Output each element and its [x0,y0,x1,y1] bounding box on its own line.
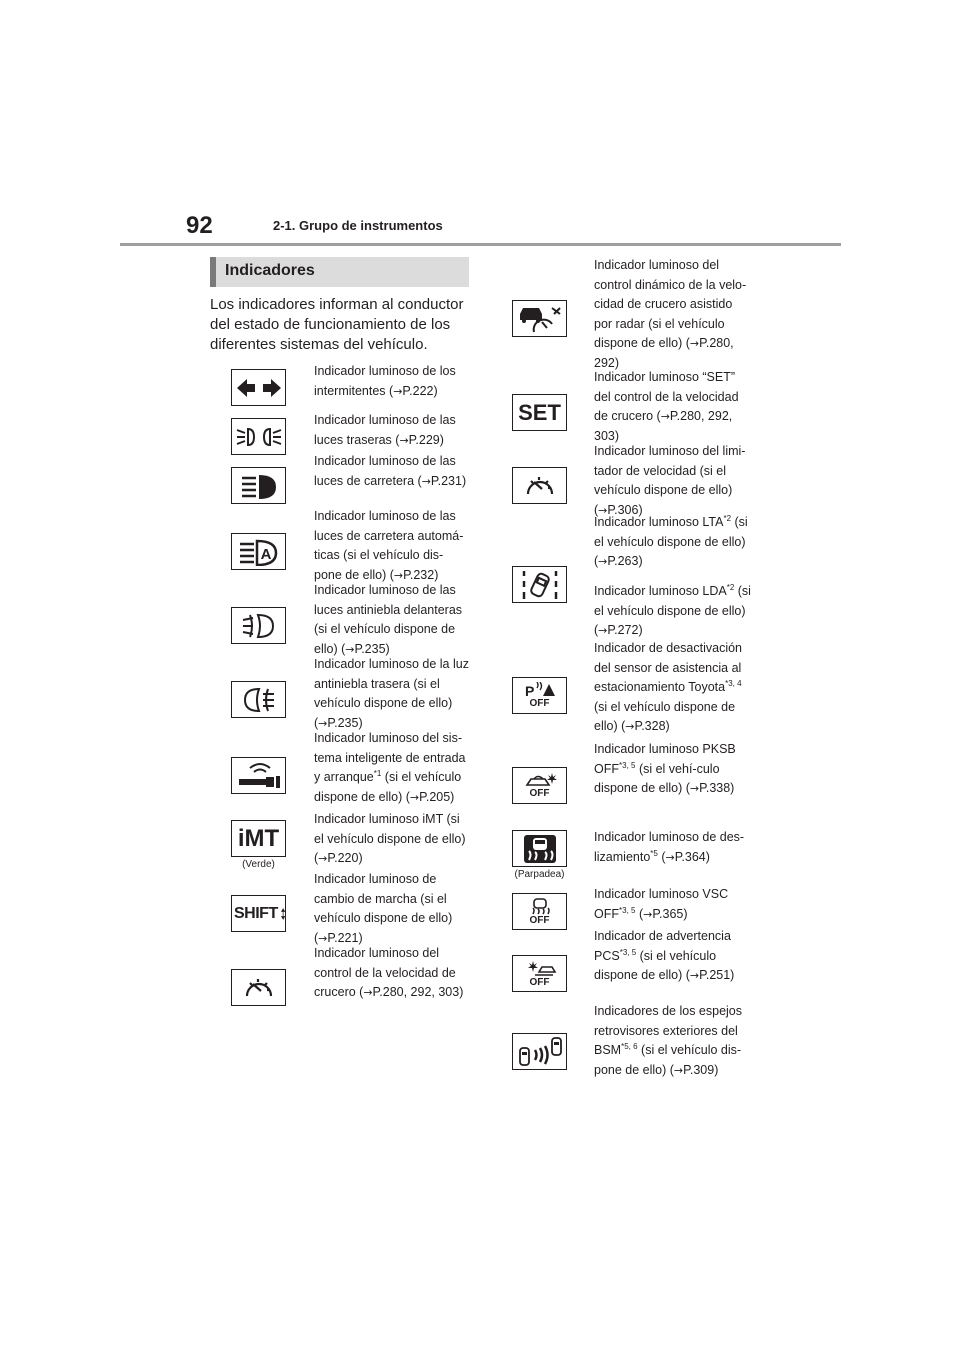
page-ref: P.280, 292, 303) [594,409,733,443]
intro-paragraph: Los indicadores informan al conductor del estado de funcionamiento de los diferentes sistemas del vehículo. [210,296,464,353]
item-pksb-off [594,740,752,799]
ref-arrow: → [689,337,700,350]
page-ref: P.229) [408,432,444,447]
item-text: Indicador de desactivación del sensor de asistencia al estacionamiento Toyota [594,641,743,694]
page-ref: P.365) [652,906,688,921]
set-icon [512,394,567,431]
ref-arrow: → [409,790,420,804]
item-text: Indicador luminoso del control de la velocidad de crucero ( [314,946,456,999]
turn-signal-icon [231,369,286,406]
item-imt [314,810,470,869]
item-shift [314,870,470,948]
cruise-control-icon [231,969,286,1006]
shift-label: SHIFT [234,904,278,922]
page-ref: P.364) [674,849,710,864]
item-cruise-control [314,944,470,1003]
item-text: (si el vehículo dispone de ello) ( [594,948,717,982]
item-text: Indicador de advertencia PCS [594,929,731,963]
item-text: ( [657,849,666,864]
ref-arrow: → [625,720,635,733]
off-label: OFF [529,976,550,988]
ref-arrow: → [665,850,675,864]
item-text: (si el vehículo dispone de ello) ( [594,584,751,637]
imt-icon [231,820,286,857]
page-ref: P.338) [699,781,735,795]
off-label: OFF [529,788,550,799]
footnote-ref: *3, 5 [619,905,636,915]
item-text: Indicador luminoso del sis-tema inteligente de entrada y arranque [314,731,466,784]
speed-limiter-icon [512,467,567,504]
item-text: Indicador luminoso de cambio de marcha (si el vehículo dispone de ello) ( [314,872,453,945]
vsc-off-icon [512,893,567,930]
item-text: Indicador luminoso del control dinámico de la velo-cidad de crucero asistido por radar (si el vehículo dispone de ello) ( [594,258,747,350]
item-pcs-warning [594,927,752,986]
ref-arrow: → [689,969,700,982]
item-text: (si el vehí-culo dispone de ello) ( [594,761,720,795]
item-lta [594,513,752,572]
item-text: Indicador luminoso de las luces traseras ( [314,413,456,447]
footnote-ref: *3, 4 [725,678,742,688]
bsm-mirror-icon [512,1033,567,1070]
ref-arrow: → [393,384,403,398]
ref-arrow: → [363,986,373,999]
ref-arrow: → [598,555,608,568]
svg-text:A: A [260,545,271,563]
item-smart-key [314,729,470,807]
item-speed-limiter [594,442,752,520]
page-ref: P.280, 292, 303) [372,985,464,999]
page-ref: P.235) [327,715,363,730]
item-bsm-mirror [594,1002,752,1080]
item-text: Indicador luminoso PKSB OFF [594,742,736,776]
off-label: OFF [529,698,550,709]
item-text: Indicador luminoso de des-lizamiento [594,830,745,864]
footnote-ref: *3, 5 [619,947,637,957]
high-beam-icon [231,467,286,504]
page-ref: P.309) [683,1062,719,1077]
item-text: Indicador luminoso de los intermitentes ( [314,364,456,398]
item-turn-signal [314,362,470,401]
footnote-ref: *2 [726,582,735,592]
imt-caption: (Verde) [242,859,275,870]
item-auto-high-beam [314,507,470,585]
item-parking-sensor-off [594,639,752,737]
rear-fog-light-icon [231,681,286,718]
item-lda [594,582,752,641]
ref-arrow: → [318,852,328,865]
page-ref: P.222) [402,383,438,398]
item-text: Indicador luminoso LTA [594,515,724,529]
ref-arrow: → [689,782,700,795]
page-ref: P.232) [403,567,439,582]
ref-arrow: → [345,642,355,656]
item-text: Indicador luminoso “SET” del control de la velocidad de crucero ( [594,370,739,423]
header-rule [120,243,841,246]
page-ref: P.272) [607,623,643,637]
page-number: 92 [186,212,213,239]
parking-sensor-off-icon [512,677,567,714]
item-text: Indicador luminoso de las luces de carretera ( [314,454,456,488]
page-ref: P.231) [430,473,467,488]
set-label: SET [518,399,561,425]
section-heading-text: Indicadores [225,262,315,279]
page-ref: P.235) [354,641,390,656]
item-set [594,368,752,446]
footnote-ref: *5 [650,848,658,858]
item-text: Indicador luminoso de la luz antiniebla trasera (si el vehículo dispone de ello) ( [314,657,469,730]
item-text: (si el vehículo dis-pone de ello) ( [594,1043,742,1077]
lane-assist-icon [512,566,567,603]
item-front-fog [314,581,470,659]
item-text: (si el vehículo dispone de ello) ( [594,699,736,733]
pksb-off-icon [512,767,567,804]
page-ref: P.280, 292) [594,336,734,370]
front-fog-light-icon [231,607,286,644]
item-text: Indicador luminoso iMT (si el vehículo dispone de ello) ( [314,812,466,865]
page-ref: P.205) [419,789,455,804]
item-radar-cruise [594,256,752,373]
item-vsc-off [594,885,752,924]
item-high-beam [314,452,470,491]
ref-arrow: → [421,474,431,488]
item-text: Indicador luminoso LDA [594,584,727,598]
item-text: ( [635,906,644,921]
item-text: Indicador luminoso del limi-tador de velocidad (si el vehículo dispone de ello) ( [594,444,746,517]
item-text: Indicadores de los espejos retrovisores exteriores del BSM [594,1004,743,1057]
ref-arrow: → [673,1063,684,1077]
ref-arrow: → [318,931,328,945]
item-rear-fog [314,655,470,733]
item-text: Indicador luminoso VSC OFF [594,887,729,921]
slip-indicator-icon [512,830,567,867]
svg-text:P: P [524,683,534,698]
item-slip-indicator [594,828,752,867]
off-label: OFF [529,914,550,926]
ref-arrow: → [318,716,328,730]
pcs-warning-icon [512,955,567,992]
footnote-ref: *5, 6 [621,1041,638,1051]
radar-cruise-icon [512,300,567,337]
ref-arrow: → [660,410,670,423]
item-text: Indicador luminoso de las luces antiniebla delanteras (si el vehículo dispone de ello) ( [314,583,463,656]
item-tail-light [314,411,470,450]
item-text: Indicador luminoso de las luces de carretera automá-ticas (si el vehículo dis-pone de ello) ( [314,509,464,582]
auto-high-beam-icon [231,533,286,570]
tail-light-icon [231,418,286,455]
section-title: 2-1. Grupo de instrumentos [273,218,443,233]
page-ref: P.221) [327,930,363,945]
ref-arrow: → [643,907,653,921]
ref-arrow: → [399,433,409,447]
smart-key-icon [231,757,286,794]
page-ref: P.263) [607,554,643,568]
page-ref: P.306) [607,502,643,517]
footnote-ref: *2 [723,513,732,523]
ref-arrow: → [598,503,608,517]
imt-label: iMT [237,824,280,852]
page-ref: P.220) [327,851,363,865]
ref-arrow: → [598,624,608,637]
page-ref: P.251) [699,968,735,982]
section-heading [210,257,469,287]
item-text: (si el vehículo dispone de ello) ( [314,770,462,804]
slip-caption: (Parpadea) [514,869,565,880]
page-ref: P.328) [634,719,670,733]
item-text: (si el vehículo dispone de ello) ( [594,515,748,568]
ref-arrow: → [393,568,404,582]
footnote-ref: *1 [373,768,382,778]
footnote-ref: *3, 5 [619,760,636,770]
shift-icon [231,895,286,932]
